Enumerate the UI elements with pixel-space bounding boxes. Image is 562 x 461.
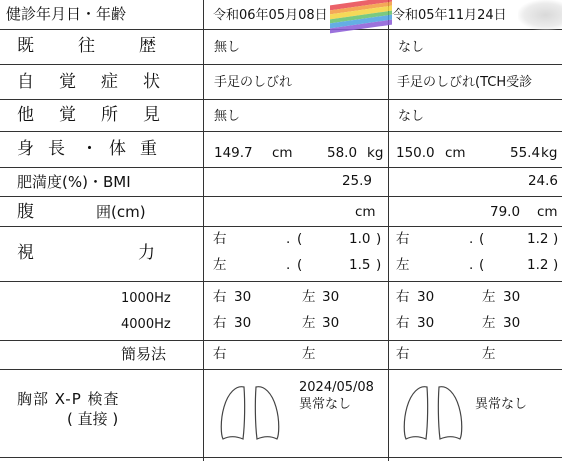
hearing-current-1000-right: 30 (234, 289, 252, 305)
hearing-previous-1000-left-label: 左 (482, 289, 496, 305)
past-history-current: 無し (214, 40, 241, 55)
bmi-current: 25.9 (341, 173, 372, 189)
waist-current-unit: cm (355, 204, 376, 220)
column-divider (388, 0, 389, 461)
findings-label: 他覚所見 (17, 105, 185, 125)
row-divider (0, 64, 562, 65)
hearing-previous-4000-left-label: 左 (482, 315, 496, 331)
hearing-previous-1000-right-label: 右 (396, 289, 410, 305)
hearing-previous-4000-left: 30 (503, 315, 521, 331)
hearing-current-1000-right-label: 右 (213, 289, 227, 305)
weight-current: 58.0 (327, 145, 358, 161)
simple-current-right: 右 (213, 346, 227, 362)
vision-label-b: 力 (138, 243, 155, 263)
checkup-date-previous: 令和05年11月24日 (392, 8, 507, 23)
height-previous: 150.0 (396, 145, 435, 161)
vision-previous-left-dot: . (469, 257, 474, 273)
vision-current-left-label: 左 (213, 257, 227, 273)
symptoms-label: 自覚症状 (17, 72, 185, 92)
hearing-freq-4000: 4000Hz (121, 317, 171, 332)
waist-label-b: 囲(cm) (96, 203, 146, 221)
simple-current-left: 左 (302, 346, 316, 362)
row-divider (0, 131, 562, 132)
waist-previous-unit: cm (537, 204, 558, 220)
vision-current-right-value: 1.0 (349, 231, 371, 247)
row-divider (0, 29, 562, 30)
vision-current-left-paren: ( (297, 257, 303, 273)
height-previous-unit: cm (445, 145, 466, 161)
height-label: 身長 (17, 139, 79, 159)
vision-label-a: 視 (17, 243, 34, 263)
waist-label-a: 腹 (17, 202, 34, 222)
vision-previous-left-value: 1.2 (527, 257, 549, 273)
hearing-previous-1000-left: 30 (503, 289, 521, 305)
vision-previous-left-paren: ( (479, 257, 485, 273)
hearing-previous-1000-right: 30 (417, 289, 435, 305)
vision-previous-right-paren-close: ) (553, 231, 559, 247)
hearing-current-4000-left: 30 (322, 315, 340, 331)
findings-previous: なし (398, 109, 425, 124)
row-divider (0, 196, 562, 197)
chest-xray-sublabel: ( 直接 ) (67, 410, 119, 428)
height-weight-dot: ・ (81, 139, 98, 159)
row-divider (0, 369, 562, 370)
vision-current-left-value: 1.5 (349, 257, 371, 273)
vision-previous-right-paren: ( (479, 231, 485, 247)
vision-previous-right-dot: . (469, 231, 474, 247)
vision-current-right-label: 右 (213, 231, 227, 247)
left-lung-outline (404, 387, 427, 439)
column-divider (203, 0, 204, 461)
row-divider (0, 340, 562, 341)
chest-xray-current-result: 異常なし (299, 397, 352, 412)
row-divider (0, 167, 562, 168)
vision-previous-right-label: 右 (396, 231, 410, 247)
lung-diagram-previous (397, 381, 469, 443)
bmi-label: 肥満度(%)・BMI (17, 173, 131, 191)
simple-previous-right: 右 (396, 346, 410, 362)
weight-current-unit: kg (367, 145, 384, 161)
bmi-previous: 24.6 (527, 173, 558, 189)
waist-previous: 79.0 (490, 204, 521, 220)
hearing-current-1000-left-label: 左 (302, 289, 316, 305)
height-current: 149.7 (214, 145, 253, 161)
height-current-unit: cm (272, 145, 293, 161)
vision-previous-left-label: 左 (396, 257, 410, 273)
chest-xray-label: 胸部 X-P 検査 (17, 390, 120, 408)
vision-previous-left-paren-close: ) (553, 257, 559, 273)
row-divider (0, 457, 562, 458)
vision-previous-right-value: 1.2 (527, 231, 549, 247)
symptoms-previous: 手足のしびれ(TCH受診 (397, 75, 533, 90)
hearing-current-1000-left: 30 (322, 289, 340, 305)
lung-diagram-current (214, 381, 286, 443)
hearing-current-4000-right-label: 右 (213, 315, 227, 331)
checkup-date-current: 令和06年05月08日 (213, 8, 328, 23)
weight-previous: 55.4 (510, 145, 541, 161)
symptoms-current: 手足のしびれ (214, 75, 293, 90)
past-history-previous: なし (398, 40, 425, 55)
row-divider (0, 99, 562, 100)
hearing-freq-1000: 1000Hz (121, 291, 171, 306)
chest-xray-previous-result: 異常なし (475, 397, 528, 412)
vision-current-right-paren: ( (297, 231, 303, 247)
hearing-previous-4000-right-label: 右 (396, 315, 410, 331)
left-lung-outline (221, 387, 244, 439)
weight-previous-unit: kg (541, 145, 558, 161)
hearing-current-4000-right: 30 (234, 315, 252, 331)
vision-current-left-dot: . (286, 257, 291, 273)
vision-current-right-paren-close: ) (376, 231, 382, 247)
simple-method-label: 簡易法 (121, 345, 167, 363)
redaction-smudge (518, 0, 562, 30)
hearing-current-4000-left-label: 左 (302, 315, 316, 331)
findings-current: 無し (214, 109, 241, 124)
vision-current-right-dot: . (286, 231, 291, 247)
past-history-label-text: 既往歴 (17, 36, 200, 56)
row-divider (0, 281, 562, 282)
header-title: 健診年月日・年齢 (6, 5, 127, 23)
simple-previous-left: 左 (482, 346, 496, 362)
chest-xray-current-date: 2024/05/08 (299, 380, 374, 395)
past-history-label (17, 36, 200, 56)
right-lung-outline (255, 387, 278, 439)
right-lung-outline (438, 387, 461, 439)
hearing-previous-4000-right: 30 (417, 315, 435, 331)
vision-current-left-paren-close: ) (376, 257, 382, 273)
weight-label: 体重 (109, 139, 171, 159)
row-divider (0, 226, 562, 227)
